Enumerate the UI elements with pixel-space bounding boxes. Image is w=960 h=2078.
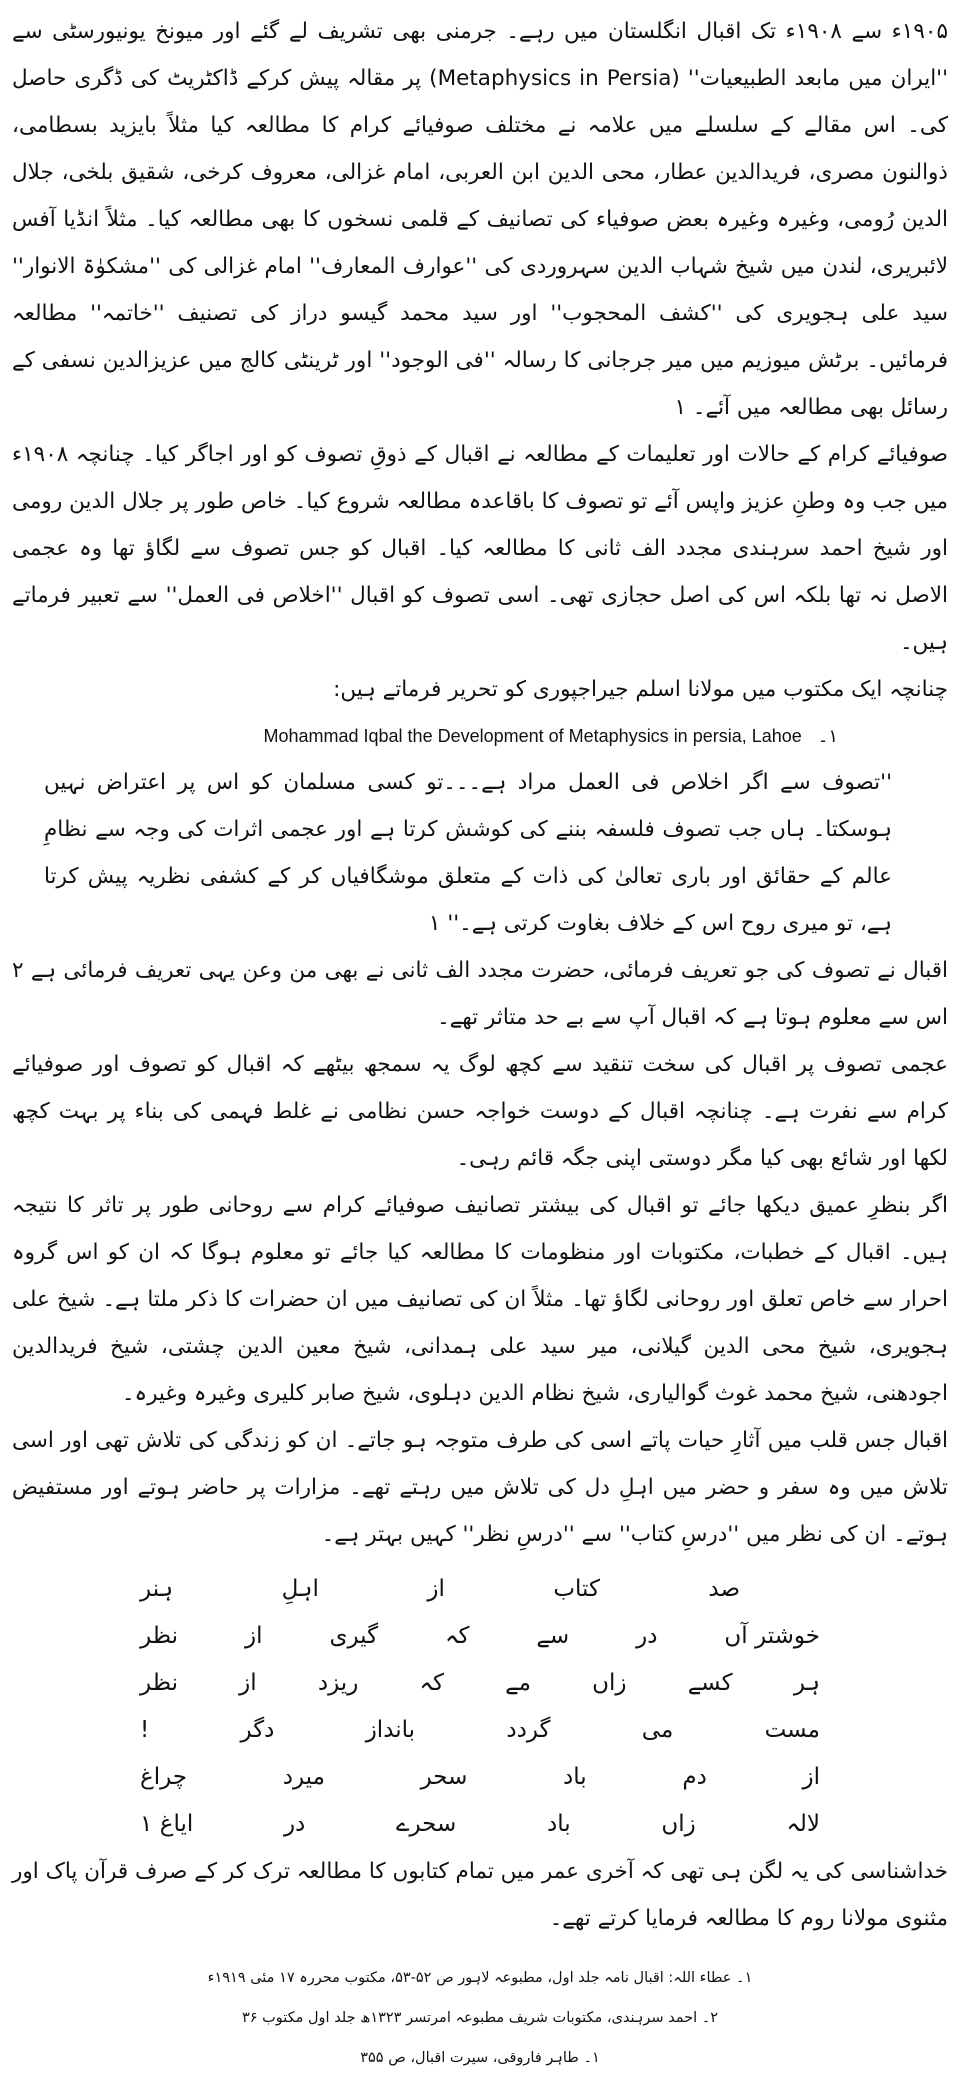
poem-line-3 <box>140 1660 820 1707</box>
poem-word: اہلِ <box>281 1576 319 1602</box>
poem-word: باد <box>563 1764 587 1790</box>
paragraph-search-life: اقبال جس قلب میں آثارِ حیات پاتے اسی کی طرف متوجہ ہو جاتے۔ ان کو زندگی کی تلاش تھی اور اسی تلاش میں وہ سفر و حضر میں اہلِ دل کی تلاش میں رہتے تھے۔ مزارات پر حاضر ہوتے اور مستفیض ہوتے۔ ان کی نظر میں ''درسِ کتاب'' سے ''درسِ نظر'' کہیں بہتر ہے۔ <box>12 1428 948 1547</box>
poem-word: گیری <box>329 1623 379 1649</box>
paragraph-criticism: عجمی تصوف پر اقبال کی سخت تنقید سے کچھ لوگ یہ سمجھ بیٹھے کہ اقبال کو تصوف اور صوفیائے کرام سے نفرت ہے۔ چنانچہ اقبال کے دوست خواجہ حسن نظامی نے غلط فہمی کی بناء پر بہت کچھ لکھا اور شائع بھی کیا مگر دوستی اپنی جگہ قائم رہی۔ <box>12 1052 948 1171</box>
poem-word: زاں <box>661 1811 696 1837</box>
poem-word: بانداز <box>365 1717 416 1743</box>
poem-line-1 <box>140 1566 740 1613</box>
footnote-reference <box>12 719 838 753</box>
paragraph-definition: اقبال نے تصوف کی جو تعریف فرمائی، حضرت مجدد الف ثانی نے بھی من وعن یہی تعریف فرمائی ہے ۲ اس سے معلوم ہوتا ہے کہ اقبال آپ سے بے حد متاثر تھے۔ <box>12 958 948 1030</box>
poem-word: کتاب <box>553 1576 600 1602</box>
poem-line-4 <box>140 1707 820 1754</box>
poem-word: صد <box>708 1576 740 1602</box>
footnote-2: ۲۔ احمد سرہندی، مکتوبات شریف مطبوعہ امرتسر ۱۳۲۳ھ جلد اول مکتوب ۳۶ <box>241 2010 719 2026</box>
poem-word: سحرے <box>395 1811 457 1837</box>
paragraph-sufi-influence: صوفیائے کرام کے حالات اور تعلیمات کے مطالعہ نے اقبال کے ذوقِ تصوف کو اور اجاگر کیا۔ چنانچہ ۱۹۰۸ء میں جب وہ وطنِ عزیز واپس آئے تو تصوف کا باقاعدہ مطالعہ شروع کیا۔ خاص طور پر جلال الدین رومی اور شیخ احمد سرہندی مجدد الف ثانی کا مطالعہ کیا۔ اقبال کو جس تصوف سے لگاؤ تھا وہ عجمی الاصل نہ تھا بلکہ اس کی اصل حجازی تھی۔ اسی تصوف کو اقبال ''اخلاص فی العمل'' سے تعبیر فرماتے ہیں۔ <box>12 442 948 655</box>
footnote-3: ۱۔ طاہر فاروقی، سیرت اقبال، ص ۳۵۵ <box>360 2050 600 2066</box>
poem-word: در <box>636 1623 658 1649</box>
poem-word: کہ <box>445 1623 470 1649</box>
paragraph-works: اگر بنظرِ عمیق دیکھا جائے تو اقبال کی بیشتر تصانیف صوفیائے کرام سے روحانی طور پر تاثر کا نتیجہ ہیں۔ اقبال کے خطبات، مکتوبات اور منظومات کا مطالعہ کیا جائے تو معلوم ہوگا کہ ان کو اس گروہ احرار سے خاص تعلق اور روحانی لگاؤ تھا۔ مثلاً ان کی تصانیف میں ان حضرات کا ذکر ملتا ہے۔ شیخ علی ہجویری، شیخ محی الدین گیلانی، میر سید علی ہمدانی، شیخ معین الدین چشتی، شیخ فریدالدین اجودھنی، شیخ محمد غوث گوالیاری، شیخ نظام الدین دہلوی، شیخ صابر کلیری وغیرہ وغیرہ۔ <box>12 1193 948 1406</box>
poem-word: نظر <box>140 1623 179 1649</box>
paragraph-letter-intro: چنانچہ ایک مکتوب میں مولانا اسلم جیراجپوری کو تحریر فرماتے ہیں: <box>333 677 948 702</box>
poem-word: مے <box>505 1670 531 1696</box>
poem-word: مست <box>764 1717 820 1743</box>
poem-word: ہنر <box>140 1576 174 1602</box>
poem-word: از <box>802 1764 820 1790</box>
poem-word: کسے <box>687 1670 733 1696</box>
poem-word: نظر <box>140 1670 178 1696</box>
poem-word: چراغ <box>140 1764 188 1790</box>
poem-word: میرد <box>282 1764 325 1790</box>
poem-word: ہر <box>793 1670 820 1696</box>
poem-word: گردد <box>506 1717 551 1743</box>
poem-word: از <box>245 1623 263 1649</box>
poem-word: سے <box>536 1623 570 1649</box>
paragraph-iqbal-europe: ۱۹۰۵ء سے ۱۹۰۸ء تک اقبال انگلستان میں رہے۔ جرمنی بھی تشریف لے گئے اور میونخ یونیورسٹی سے ''ایران میں مابعد الطبیعیات'' (Metaphysics in Persia) پر مقالہ پیش کرکے ڈاکٹریٹ کی ڈگری حاصل کی۔ اس مقالے کے سلسلے میں علامہ نے مختلف صوفیائے کرام کا مطالعہ کیا مثلاً بایزید بسطامی، ذوالنون مصری، فریدالدین عطار، محی الدین ابن العربی، امام غزالی، معروف کرخی، شقیق بلخی، جلال الدین رُومی، وغیرہ وغیرہ بعض صوفیاء کی تصانیف کے قلمی نسخوں کا بھی مطالعہ کیا۔ مثلاً انڈیا آفس لائبریری، لندن میں شیخ شہاب الدین سہروردی کی ''عوارف المعارف'' امام غزالی کی ''مشکوٰۃ الانوار'' سید علی ہجویری کی ''کشف المحجوب'' اور سید محمد گیسو دراز کی تصنیف ''خاتمہ'' مطالعہ فرمائیں۔ برٹش میوزیم میں میر جرجانی کا رسالہ ''فی الوجود'' اور ٹرینٹی کالج میں عزیزالدین نسفی کے رسائل بھی مطالعہ میں آئے۔ ۱ <box>12 19 948 420</box>
block-quote-letter: ''تصوف سے اگر اخلاص فی العمل مراد ہے۔۔۔تو کسی مسلمان کو اس پر اعتراض نہیں ہوسکتا۔ ہاں جب تصوف فلسفہ بننے کی کوشش کرتا ہے اور عجمی اثرات کی وجہ سے نظامِ عالم کے حقائق اور باری تعالیٰ کی ذات کے متعلق موشگافیاں کر کے کشفی نظریہ پیش کرتا ہے، تو میری روح اس کے خلاف بغاوت کرتی ہے۔'' ۱ <box>44 770 892 936</box>
poem-word: ریزد <box>317 1670 359 1696</box>
poem-line-5 <box>140 1754 820 1801</box>
poem-word: از <box>239 1670 257 1696</box>
footnote-reference-number: ۱۔ <box>817 726 838 746</box>
poem-word: ! <box>140 1717 150 1743</box>
paragraph-final-years: خداشناسی کی یہ لگن ہی تھی کہ آخری عمر میں تمام کتابوں کا مطالعہ ترک کر کے صرف قرآن پاک اور مثنوی مولانا روم کا مطالعہ فرمایا کرتے تھے۔ <box>12 1859 948 1931</box>
poem-word: دم <box>682 1764 707 1790</box>
poem-word: از <box>427 1576 445 1602</box>
footnote-reference-text: Mohammad Iqbal the Development of Metaphysics in persia, Lahoe <box>263 726 802 746</box>
poem-word: سحر <box>420 1764 468 1790</box>
footnotes <box>12 1958 948 2078</box>
poem-word: ایاغ ۱ <box>140 1811 194 1837</box>
poem-word: کہ <box>419 1670 444 1696</box>
poem-word: لالہ <box>786 1811 820 1837</box>
poem-line-2 <box>140 1613 820 1660</box>
poem-word: دگر <box>240 1717 275 1743</box>
footnote-1: ۱۔ عطاء اللہ: اقبال نامہ جلد اول، مطبوعہ لاہور ص ۵۲-۵۳، مکتوب محررہ ۱۷ مئی ۱۹۱۹ء <box>207 1970 753 1986</box>
persian-poem <box>140 1566 820 1848</box>
poem-word: خوشتر آں <box>724 1623 820 1649</box>
poem-word: زاں <box>592 1670 627 1696</box>
poem-word: باد <box>546 1811 571 1837</box>
poem-line-6 <box>140 1801 820 1848</box>
poem-word: در <box>283 1811 306 1837</box>
poem-word: می <box>641 1717 674 1743</box>
